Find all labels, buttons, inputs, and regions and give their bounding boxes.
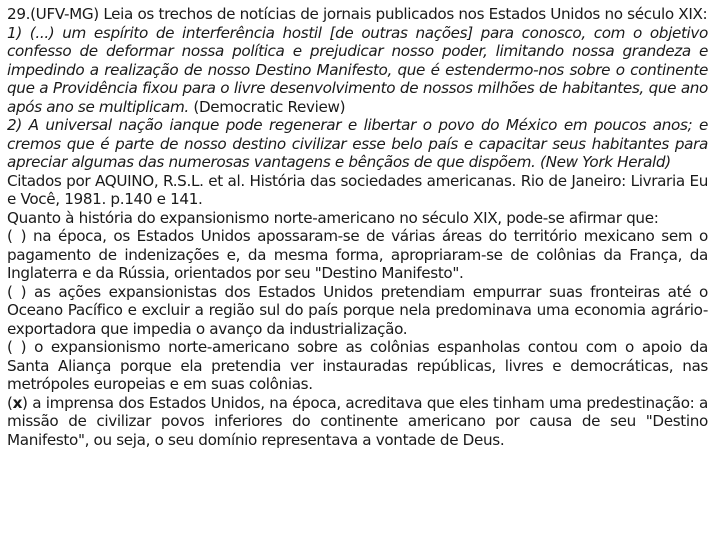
option-open-paren: ( — [7, 338, 13, 356]
option-open-paren: ( — [7, 282, 13, 301]
news-excerpt-1-text: 1) (...) um espírito de interferência hostil [de outras nações] para conosco, com o objetivo confesso de deformar nossa política e prejudicar nosso poder, limitando nossa grandeza e impedindo a realização de nosso Destino Manifesto, que é estendermo-nos sobre o continente que a Providência fixou para o livre desenvolvimento de nossos milhões de habitantes, que ano após ano se multiplicam. — [7, 23, 708, 116]
option-checkbox-mark[interactable]: x — [12, 393, 23, 412]
option-close-paren: ) — [20, 227, 27, 245]
answer-option[interactable] — [7, 338, 708, 394]
option-close-paren: ) — [20, 282, 27, 301]
news-excerpt-1 — [7, 24, 708, 117]
answer-option[interactable] — [7, 227, 708, 283]
option-open-paren: ( — [7, 393, 13, 412]
option-close-paren: ) — [22, 393, 28, 412]
question-header: 29.(UFV-MG) Leia os trechos de notícias de jornais publicados nos Estados Unidos no século XIX: — [7, 5, 708, 23]
news-excerpt-2: 2) A universal nação ianque pode regenerar e libertar o povo do México em poucos anos; e cremos que é parte de nosso destino civilizar esse belo país e capacitar seus habitantes para apreciar algumas das numerosas vantagens e bênçãos de que dispõem. (New York Herald) — [7, 116, 708, 171]
answer-option[interactable] — [7, 283, 708, 339]
option-text: o expansionismo norte-americano sobre as colônias espanholas contou com o apoio da Santa Aliança porque ela pretendia ver instauradas repúblicas, livres e democráticas, nas metrópoles europeias e em suas colônias. — [7, 338, 708, 393]
option-open-paren: ( — [7, 227, 13, 245]
option-close-paren: ) — [20, 338, 27, 356]
source-citation: Citados por AQUINO, R.S.L. et al. História das sociedades americanas. Rio de Janeiro: Livraria Eu e Você, 1981. p.140 e 141. — [7, 171, 708, 208]
news-excerpt-1-source: (Democratic Review) — [193, 97, 346, 116]
option-text: as ações expansionistas dos Estados Unidos pretendiam empurrar suas fronteiras até o Oceano Pacífico e excluir a região sul do país porque nela predominava uma economia agrário-exportadora que impedia o avanço da industrialização. — [7, 282, 708, 338]
question-prompt: Quanto à história do expansionismo norte-americano no século XIX, pode-se afirmar que: — [7, 208, 659, 227]
option-text: a imprensa dos Estados Unidos, na época, acreditava que eles tinham uma predestinação: a missão de civilizar povos inferiores do continente americano por causa de seu "Destino Manifesto", ou seja, o seu domínio representava a vontade de Deus. — [7, 393, 708, 449]
option-text: na época, os Estados Unidos apossaram-se de várias áreas do território mexicano sem o pagamento de indenizações e, da mesma forma, apropriaram-se de colônias da França, da Inglaterra e da Rússia, orientados por seu "Destino Manifesto". — [7, 227, 708, 282]
answer-option[interactable] — [7, 394, 708, 450]
question-document — [7, 5, 708, 449]
